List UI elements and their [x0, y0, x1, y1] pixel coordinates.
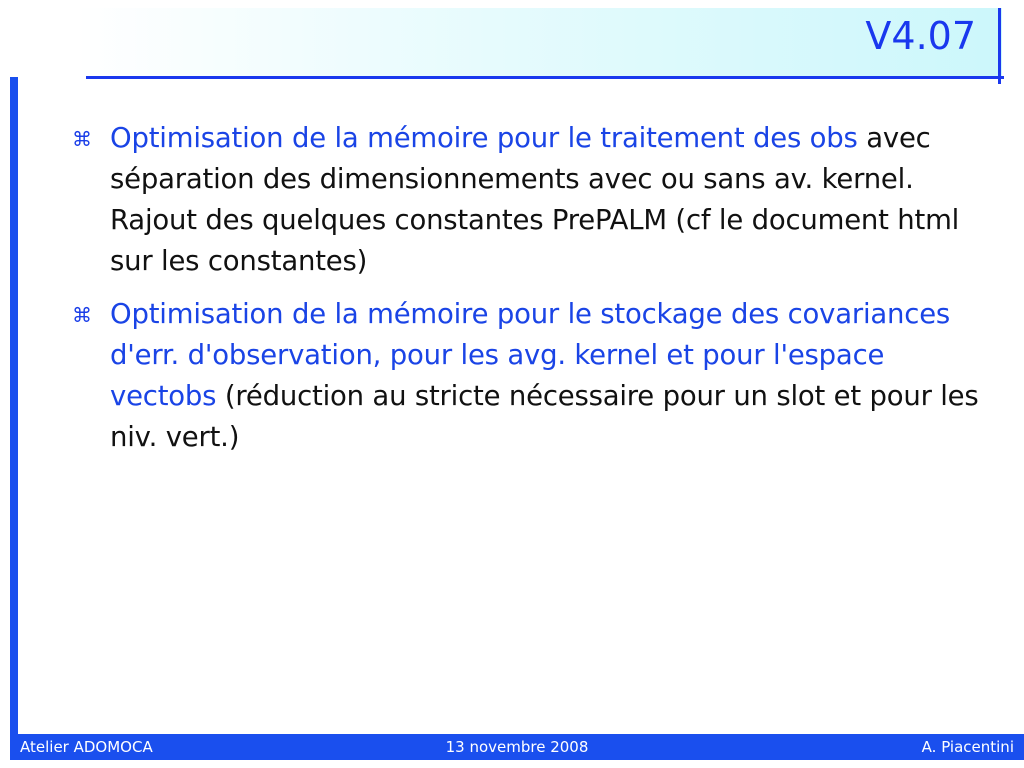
left-accent-bar: [10, 77, 18, 734]
footer-date: 13 novembre 2008: [445, 738, 589, 756]
bullet-text: [110, 118, 992, 282]
title-vertical-line: [998, 8, 1001, 84]
bullet-highlight-text: Optimisation de la mémoire pour le traitement des obs: [110, 122, 858, 154]
footer-bar: [10, 734, 1024, 760]
bullet-body-text: avec séparation des dimensionnements avec ou sans av. kernel. Rajout des quelques constantes PrePALM (cf le document html sur les constantes): [110, 122, 960, 277]
bullet-highlight-text: Optimisation de la mémoire pour le stockage des covariances d'err. d'observation, pour les avg. kernel et pour l'espace vectobs: [110, 298, 951, 412]
slide-content: [72, 118, 992, 470]
footer-event: Atelier ADOMOCA: [20, 738, 153, 756]
footer-author: A. Piacentini: [921, 738, 1014, 756]
bullet-text: [110, 294, 992, 458]
bullet-icon: ⌘: [72, 127, 92, 151]
bullet-body-text: (réduction au stricte nécessaire pour un slot et pour les niv. vert.): [110, 380, 979, 453]
bullet-item: [72, 118, 992, 282]
slide-title: V4.07: [865, 14, 976, 58]
title-underline: [86, 76, 1004, 79]
title-band: [75, 8, 1002, 76]
bullet-icon: ⌘: [72, 303, 92, 327]
bullet-item: [72, 294, 992, 458]
